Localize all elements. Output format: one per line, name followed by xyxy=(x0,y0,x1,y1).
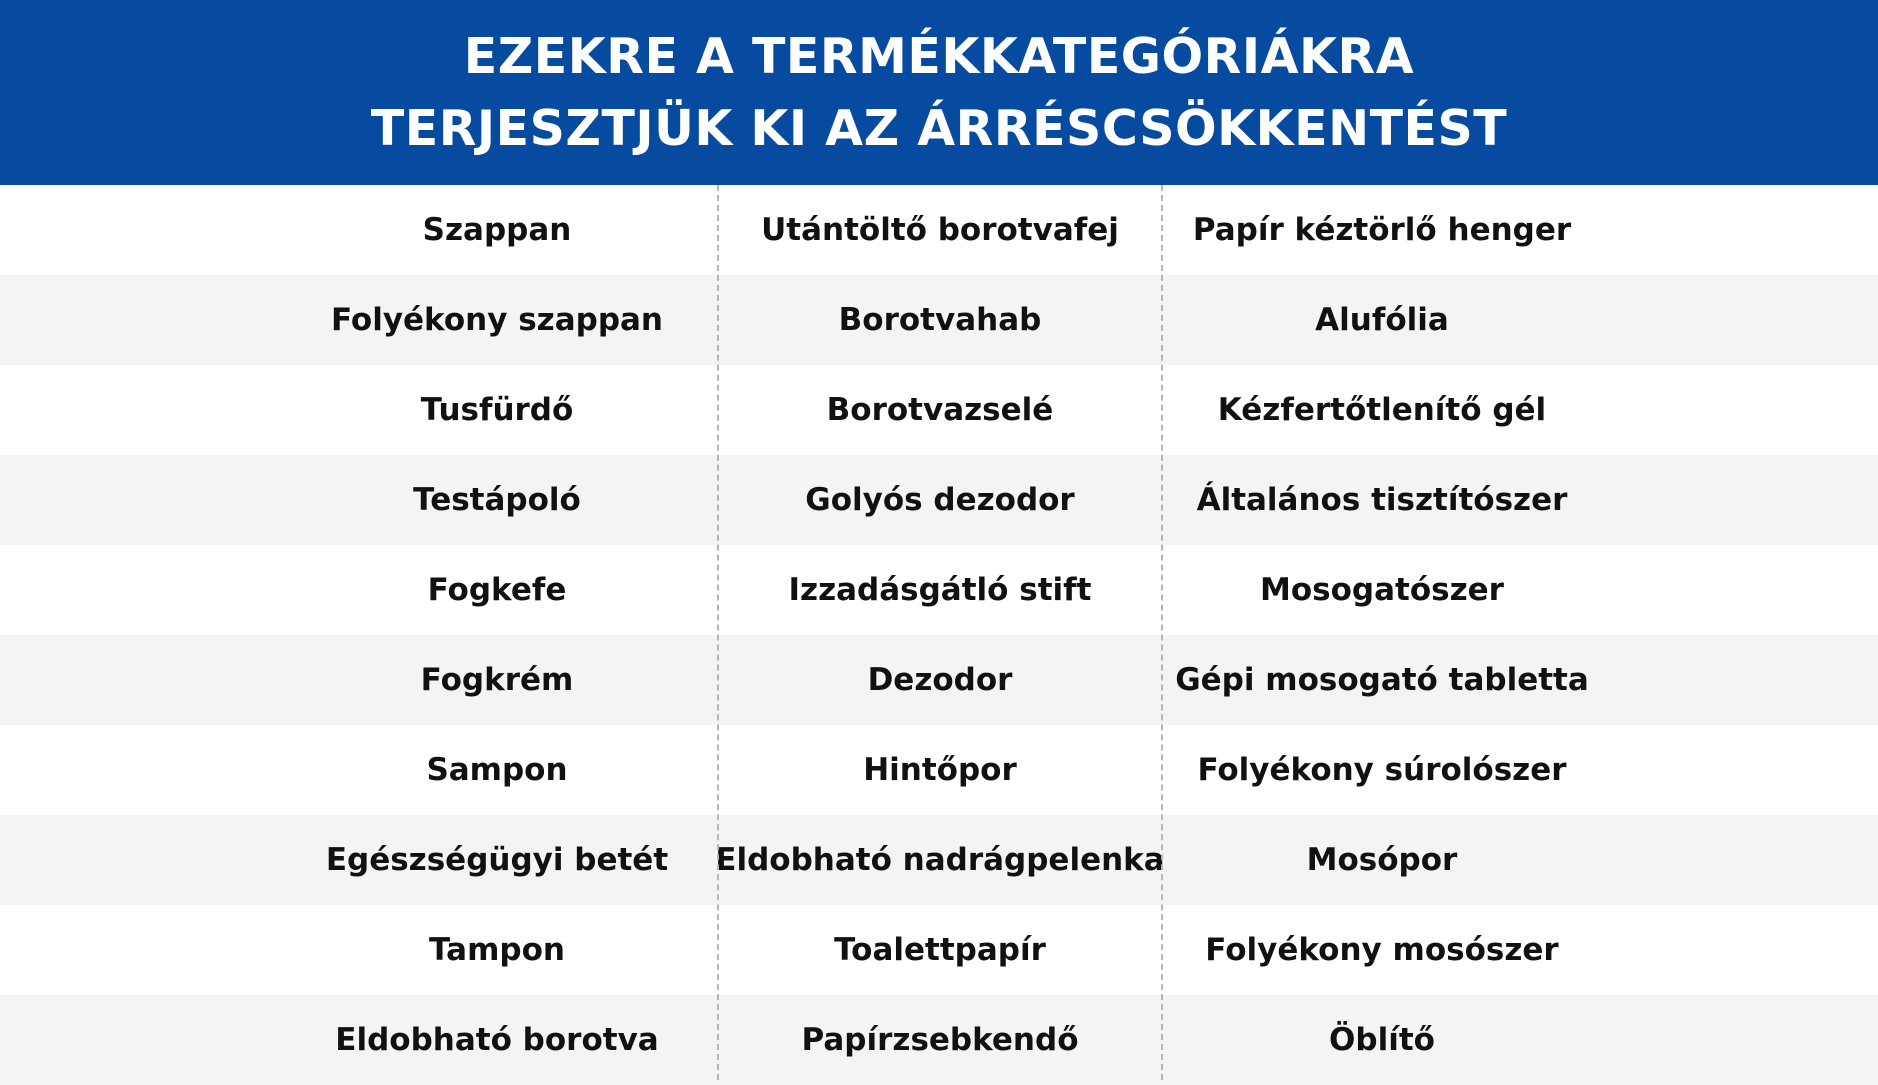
category-cell: Tusfürdő xyxy=(420,392,574,428)
product-category-table xyxy=(0,185,1878,1080)
category-cell: Öblítő xyxy=(1329,1022,1435,1058)
title-line-1: EZEKRE A TERMÉKKATEGÓRIÁKRA xyxy=(463,27,1415,85)
category-cell: Szappan xyxy=(422,212,572,248)
category-cell: Dezodor xyxy=(867,662,1013,698)
category-cell: Alufólia xyxy=(1315,302,1449,338)
table-row xyxy=(0,545,1878,635)
table-row xyxy=(0,905,1878,995)
category-cell: Folyékony súrolószer xyxy=(1197,752,1567,788)
category-cell: Toalettpapír xyxy=(834,932,1046,968)
table-row xyxy=(0,635,1878,725)
category-cell: Tampon xyxy=(429,932,565,968)
category-cell: Fogkefe xyxy=(427,572,567,608)
category-cell: Borotvazselé xyxy=(826,392,1054,428)
category-cell: Általános tisztítószer xyxy=(1196,482,1568,518)
category-cell: Mosópor xyxy=(1306,842,1458,878)
category-cell: Folyékony szappan xyxy=(330,302,663,338)
category-cell: Utántöltő borotvafej xyxy=(761,212,1119,248)
category-cell: Sampon xyxy=(426,752,568,788)
category-cell: Golyós dezodor xyxy=(805,482,1075,518)
title-line-2: TERJESZTJÜK KI AZ ÁRRÉSCSÖKKENTÉST xyxy=(370,99,1508,157)
table-row xyxy=(0,995,1878,1085)
table-row xyxy=(0,455,1878,545)
category-cell: Eldobható borotva xyxy=(335,1022,659,1058)
column-divider xyxy=(717,185,719,1080)
category-cell: Borotvahab xyxy=(838,302,1042,338)
category-cell: Egészségügyi betét xyxy=(325,842,669,878)
category-cell: Kézfertőtlenítő gél xyxy=(1217,392,1547,428)
category-cell: Gépi mosogató tabletta xyxy=(1175,662,1589,698)
category-cell: Eldobható nadrágpelenka xyxy=(715,842,1165,878)
table-row xyxy=(0,815,1878,905)
page-title-banner xyxy=(0,0,1878,185)
table-row xyxy=(0,365,1878,455)
category-cell: Izzadásgátló stift xyxy=(788,572,1092,608)
category-cell: Testápoló xyxy=(413,482,581,518)
table-row xyxy=(0,275,1878,365)
table-row xyxy=(0,185,1878,275)
column-divider xyxy=(1161,185,1163,1080)
category-cell: Folyékony mosószer xyxy=(1205,932,1559,968)
category-cell: Mosogatószer xyxy=(1260,572,1504,608)
category-cell: Hintőpor xyxy=(863,752,1017,788)
category-cell: Fogkrém xyxy=(420,662,574,698)
category-cell: Papír kéztörlő henger xyxy=(1192,212,1572,248)
category-cell: Papírzsebkendő xyxy=(801,1022,1079,1058)
table-row xyxy=(0,725,1878,815)
